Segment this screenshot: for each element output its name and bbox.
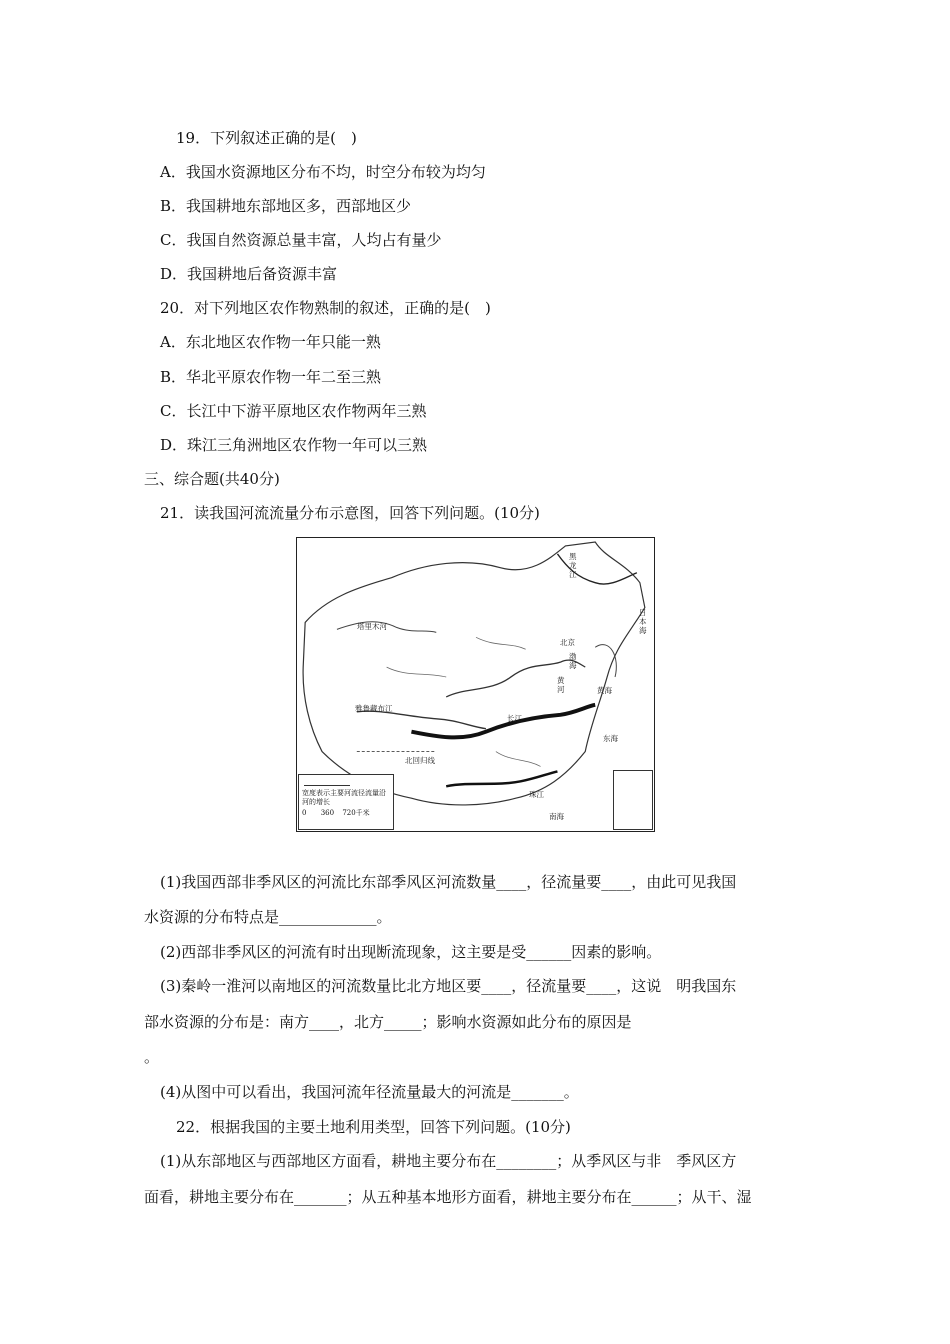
q21-part2: (2)西部非季风区的河流有时出现断流现象，这主要是受______因素的影响。 — [160, 943, 662, 961]
q21-part3-line3: 。 — [144, 1048, 160, 1066]
q21-part1-line2: 水资源的分布特点是_____________。 — [144, 908, 392, 926]
legend-title: 宽度表示主要河流径流量沿河的增长 — [302, 789, 386, 806]
label-tarim: 塔里木河 — [357, 622, 387, 631]
label-riben: 日本海 — [639, 608, 647, 635]
q19-option-c: C．我国自然资源总量丰富，人均占有量少 — [160, 231, 442, 249]
q20-stem: 20．对下列地区农作物熟制的叙述，正确的是( ) — [160, 299, 491, 317]
q22-part1-line1: (1)从东部地区与西部地区方面看，耕地主要分布在________；从季风区与非 季风区方 — [160, 1152, 737, 1170]
q21-stem: 21．读我国河流流量分布示意图，回答下列问题。(10分) — [160, 504, 540, 522]
q21-part3-line2: 部水资源的分布是：南方____，北方_____；影响水资源如此分布的原因是 — [144, 1013, 632, 1031]
q19-option-a: A．我国水资源地区分布不均，时空分布较为均匀 — [160, 163, 486, 181]
label-zhujiang: 珠江 — [529, 790, 544, 799]
q19-stem: 19．下列叙述正确的是( ) — [176, 129, 357, 147]
label-huanghe: 黄河 — [557, 676, 565, 694]
label-nanhai: 南海 — [549, 812, 564, 821]
q22-part1-line2: 面看，耕地主要分布在_______；从五种基本地形方面看，耕地主要分布在______；从干、湿 — [144, 1188, 752, 1206]
q20-option-c: C．长江中下游平原地区农作物两年三熟 — [160, 402, 427, 420]
label-yaluzangbu: 雅鲁藏布江 — [355, 704, 393, 713]
q21-part1-line1: (1)我国西部非季风区的河流比东部季风区河流数量____，径流量要____，由此可见我国 — [160, 873, 737, 891]
q20-option-d: D．珠江三角洲地区农作物一年可以三熟 — [160, 436, 428, 454]
label-beihuiguixian: 北回归线 — [405, 756, 435, 765]
q22-stem: 22．根据我国的主要土地利用类型，回答下列问题。(10分) — [176, 1118, 571, 1136]
q20-option-b: B．华北平原农作物一年二至三熟 — [160, 368, 382, 386]
q19-option-b: B．我国耕地东部地区多，西部地区少 — [160, 197, 412, 215]
label-beijing: 北京 — [560, 638, 575, 647]
china-river-map — [296, 537, 655, 832]
south-sea-inset — [613, 770, 653, 830]
legend-arrow-icon — [304, 779, 350, 786]
q19-option-d: D．我国耕地后备资源丰富 — [160, 265, 338, 283]
map-legend — [298, 774, 394, 830]
legend-scale — [302, 809, 390, 818]
label-changjiang: 长江 — [507, 714, 522, 723]
scale-0: 0 — [302, 809, 307, 817]
q21-part4: (4)从图中可以看出，我国河流年径流量最大的河流是_______。 — [160, 1083, 579, 1101]
label-bohai: 渤海 — [569, 652, 577, 670]
label-heilongjiang: 黑龙江 — [569, 552, 577, 579]
q20-option-a: A．东北地区农作物一年只能一熟 — [160, 333, 381, 351]
scale-360: 360 — [320, 809, 335, 817]
section-title: 三、综合题(共40分) — [144, 470, 280, 488]
scale-720: 720千米 — [342, 809, 370, 817]
q21-part3-line1: (3)秦岭一淮河以南地区的河流数量比北方地区要____，径流量要____，这说 明我国东 — [160, 977, 737, 995]
label-donghai: 东海 — [603, 734, 618, 743]
label-huanghai: 黄海 — [597, 686, 612, 695]
